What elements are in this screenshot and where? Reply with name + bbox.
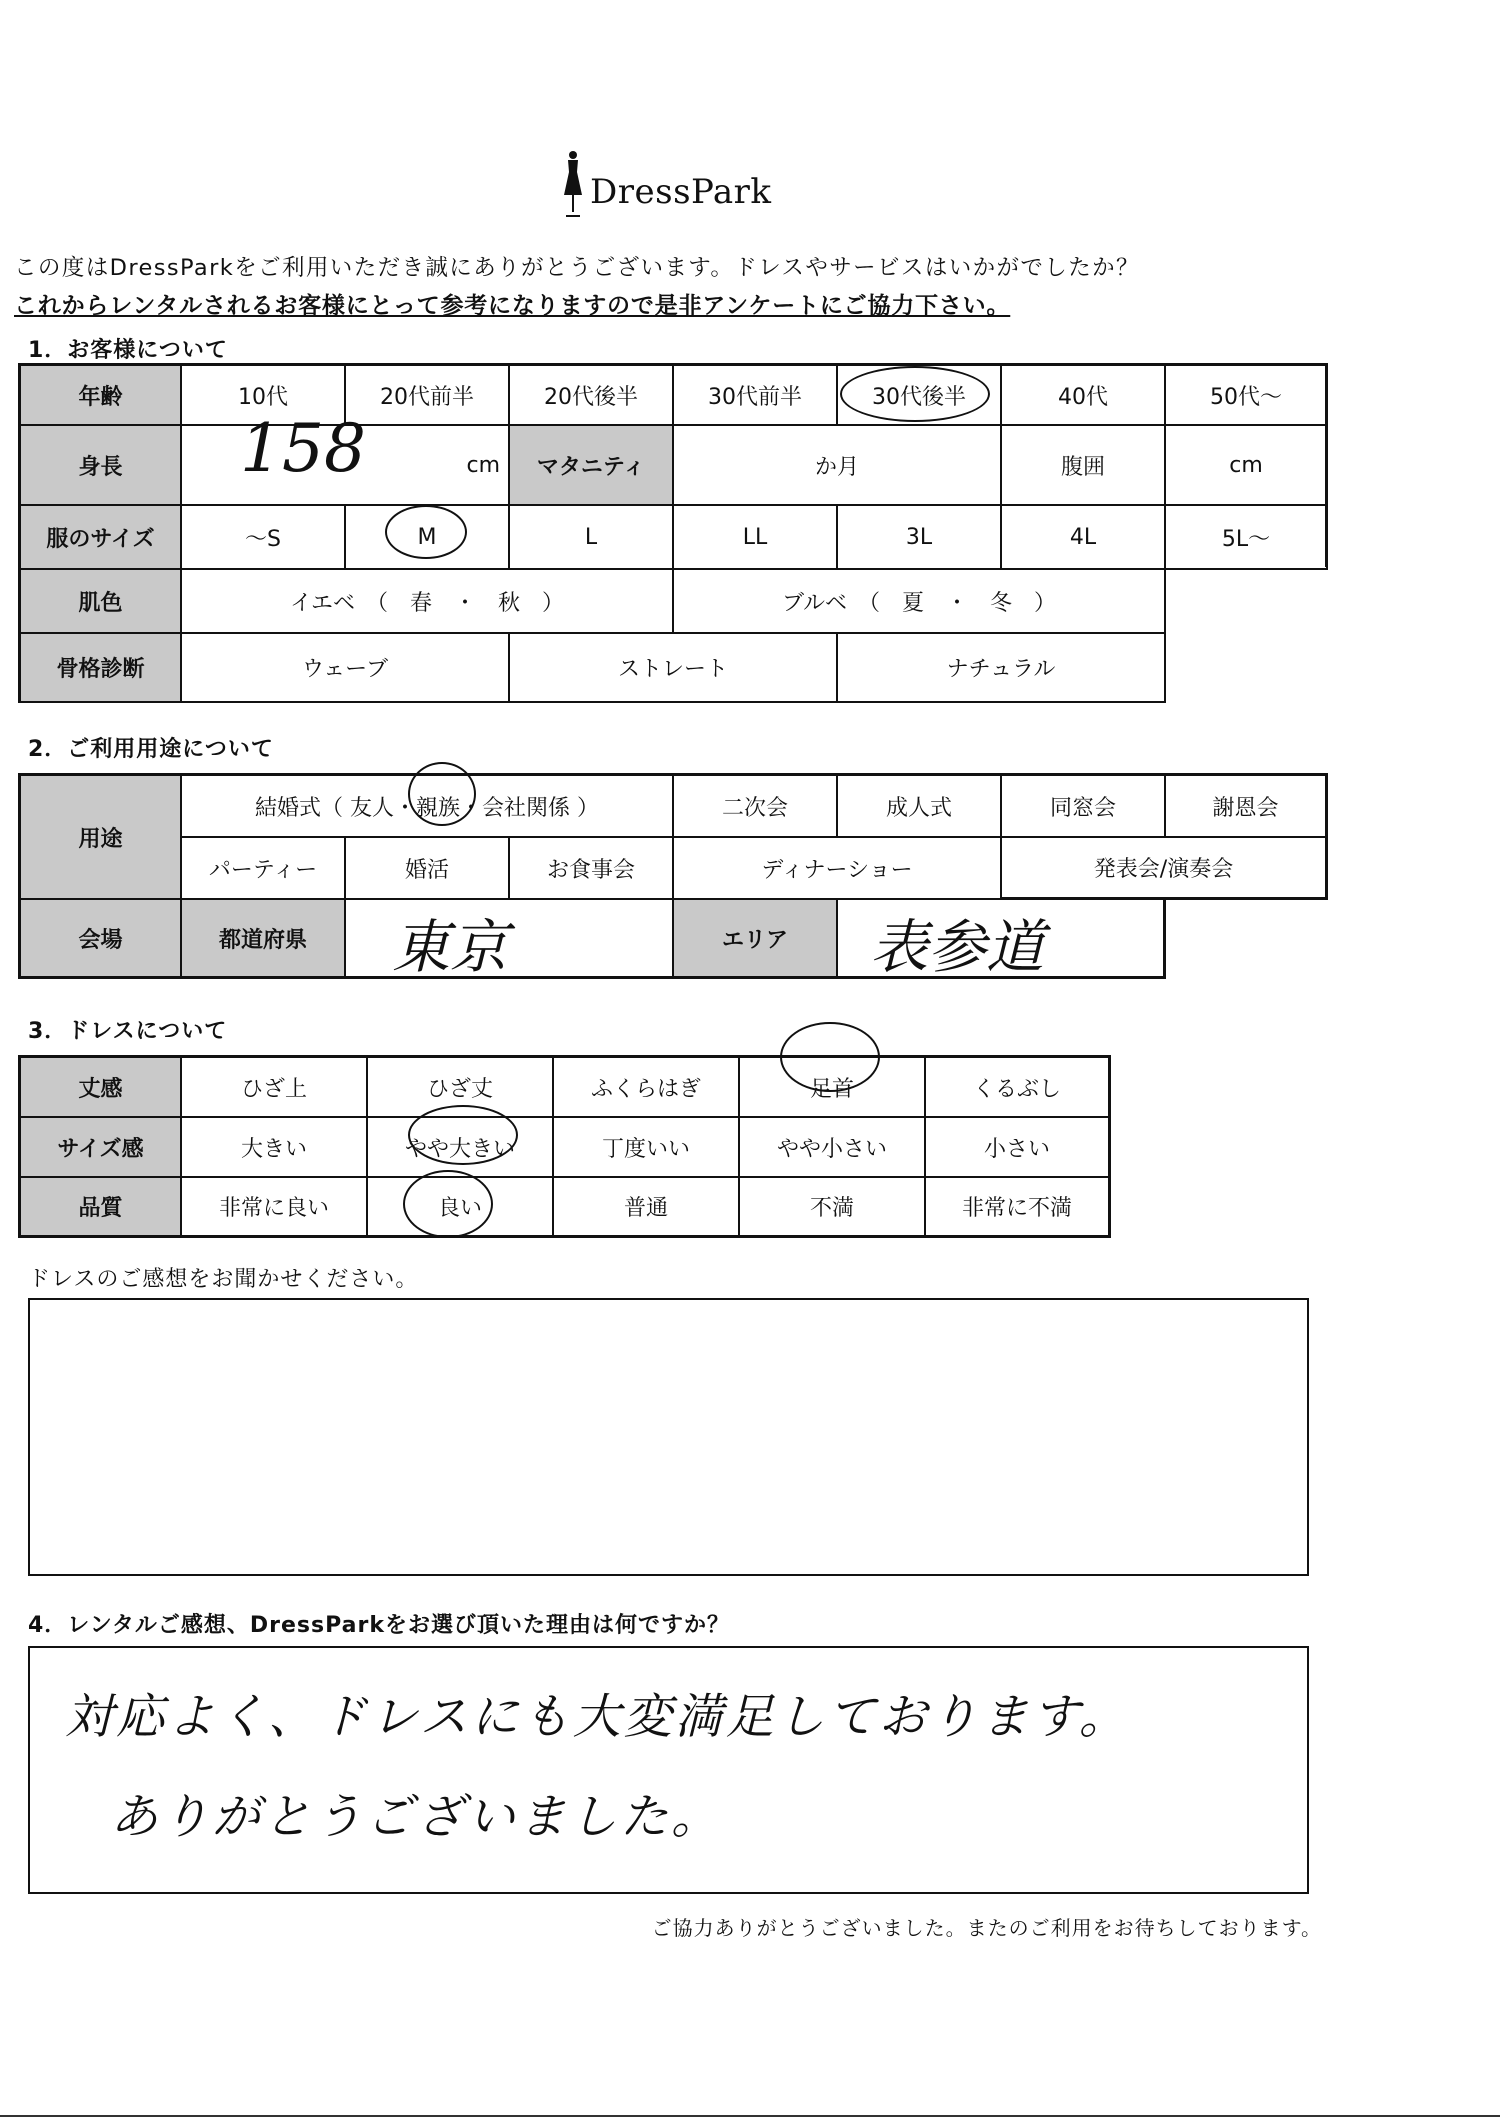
impression-prompt: ドレスのご感想をお聞かせください。 <box>28 1267 419 1292</box>
age-option[interactable]: 30代前半 <box>674 366 838 426</box>
purpose-label: 用途 <box>21 776 182 900</box>
bottom-edge-line <box>0 2115 1500 2117</box>
waist-label: 腹囲 <box>1002 426 1166 506</box>
height-unit: cm <box>466 452 500 478</box>
impression-textarea[interactable] <box>28 1298 1309 1576</box>
fit-option[interactable]: 丁度いい <box>554 1118 740 1178</box>
fit-label: サイズ感 <box>21 1118 182 1178</box>
age-option[interactable]: 20代前半 <box>346 366 510 426</box>
age-option[interactable]: 50代～ <box>1166 366 1328 426</box>
area-label: エリア <box>674 900 838 979</box>
frame-option[interactable]: ストレート <box>510 634 838 703</box>
brand-logo <box>558 150 798 230</box>
size-option[interactable]: 5L～ <box>1166 506 1328 570</box>
skin-label: 肌色 <box>21 570 182 634</box>
venue-label: 会場 <box>21 900 182 979</box>
frame-label: 骨格診断 <box>21 634 182 703</box>
handwritten-prefecture: 東京 <box>392 913 509 981</box>
selection-circle-length <box>780 1022 880 1092</box>
purpose-option[interactable]: 成人式 <box>838 776 1002 838</box>
maternity-label: マタニティ <box>510 426 674 506</box>
intro-text: この度はDressParkをご利用いただき誠にありがとうございます。ドレスやサービスはいかがでしたか？ <box>14 255 1140 281</box>
fit-option[interactable]: 大きい <box>182 1118 368 1178</box>
handwritten-answer-line1: 対応よく、ドレスにも大変満足しております。 <box>65 1689 1130 1745</box>
purpose-option[interactable]: 同窓会 <box>1002 776 1166 838</box>
fit-option[interactable]: やや小さい <box>740 1118 926 1178</box>
size-option[interactable]: ～S <box>182 506 346 570</box>
purpose-table <box>18 773 1328 979</box>
age-option[interactable]: 10代 <box>182 366 346 426</box>
table-border <box>1325 363 1328 567</box>
handwritten-height: 158 <box>240 410 366 487</box>
dress-icon <box>558 150 588 220</box>
section2-title: 2．ご利用用途について <box>28 737 274 762</box>
quality-option[interactable]: 普通 <box>554 1178 740 1238</box>
skin-blue-option[interactable]: ブルベ （ 夏 ・ 冬 ） <box>674 570 1166 634</box>
length-label: 丈感 <box>21 1058 182 1118</box>
purpose-option[interactable]: 二次会 <box>674 776 838 838</box>
selection-circle-quality <box>403 1170 493 1238</box>
age-label: 年齢 <box>21 366 182 426</box>
purpose-option[interactable]: 発表会/演奏会 <box>1002 838 1328 900</box>
dress-table <box>18 1055 1111 1238</box>
quality-option[interactable]: 非常に不満 <box>926 1178 1111 1238</box>
maternity-field[interactable] <box>674 426 1002 506</box>
size-option[interactable]: M <box>346 506 510 570</box>
section4-title: 4．レンタルご感想、DressParkをお選び頂いた理由は何ですか？ <box>28 1613 730 1638</box>
section3-title: 3．ドレスについて <box>28 1019 228 1044</box>
footer-thanks: ご協力ありがとうございました。またのご利用をお待ちしております。 <box>651 1916 1322 1940</box>
size-label: 服のサイズ <box>21 506 182 570</box>
section1-title: 1．お客様について <box>28 338 228 363</box>
length-option[interactable]: ひざ上 <box>182 1058 368 1118</box>
quality-label: 品質 <box>21 1178 182 1238</box>
customer-table <box>18 363 1328 703</box>
size-option[interactable]: L <box>510 506 674 570</box>
purpose-option[interactable]: お食事会 <box>510 838 674 900</box>
fit-option[interactable]: やや大きい <box>368 1118 554 1178</box>
prefecture-label: 都道府県 <box>182 900 346 979</box>
purpose-option[interactable]: パーティー <box>182 838 346 900</box>
skin-yellow-option[interactable]: イエベ （ 春 ・ 秋 ） <box>182 570 674 634</box>
length-option[interactable]: 足首 <box>740 1058 926 1118</box>
length-option[interactable]: ひざ丈 <box>368 1058 554 1118</box>
quality-option[interactable]: 非常に良い <box>182 1178 368 1238</box>
height-label: 身長 <box>21 426 182 506</box>
wedding-option[interactable]: 結婚式（ 友人・親族・会社関係 ） <box>182 776 674 838</box>
purpose-option[interactable]: 謝恩会 <box>1166 776 1328 838</box>
maternity-unit: か月 <box>814 454 859 480</box>
selection-circle-relatives <box>408 762 476 826</box>
age-option[interactable]: 30代後半 <box>838 366 1002 426</box>
fit-option[interactable]: 小さい <box>926 1118 1111 1178</box>
age-option[interactable]: 20代後半 <box>510 366 674 426</box>
waist-unit: cm <box>1229 452 1263 478</box>
frame-option[interactable]: ナチュラル <box>838 634 1166 703</box>
quality-option[interactable]: 良い <box>368 1178 554 1238</box>
reason-textarea[interactable] <box>28 1646 1309 1894</box>
size-option[interactable]: LL <box>674 506 838 570</box>
intro-request: これからレンタルされるお客様にとって参考になりますので是非アンケートにご協力下さい。 <box>14 293 1011 319</box>
age-option[interactable]: 40代 <box>1002 366 1166 426</box>
size-option[interactable]: 3L <box>838 506 1002 570</box>
purpose-option[interactable]: ディナーショー <box>674 838 1002 900</box>
frame-option[interactable]: ウェーブ <box>182 634 510 703</box>
handwritten-answer-line2: ありがとうございました。 <box>110 1789 723 1845</box>
purpose-option[interactable]: 婚活 <box>346 838 510 900</box>
size-option[interactable]: 4L <box>1002 506 1166 570</box>
length-option[interactable]: くるぶし <box>926 1058 1111 1118</box>
selection-circle-fit <box>408 1105 518 1165</box>
waist-field[interactable] <box>1166 426 1328 506</box>
table-border <box>18 363 21 703</box>
brand-name: DressPark <box>590 172 772 212</box>
length-option[interactable]: ふくらはぎ <box>554 1058 740 1118</box>
handwritten-area: 表参道 <box>870 913 1045 981</box>
selection-circle-age <box>840 366 990 422</box>
quality-option[interactable]: 不満 <box>740 1178 926 1238</box>
selection-circle-size <box>385 505 467 559</box>
